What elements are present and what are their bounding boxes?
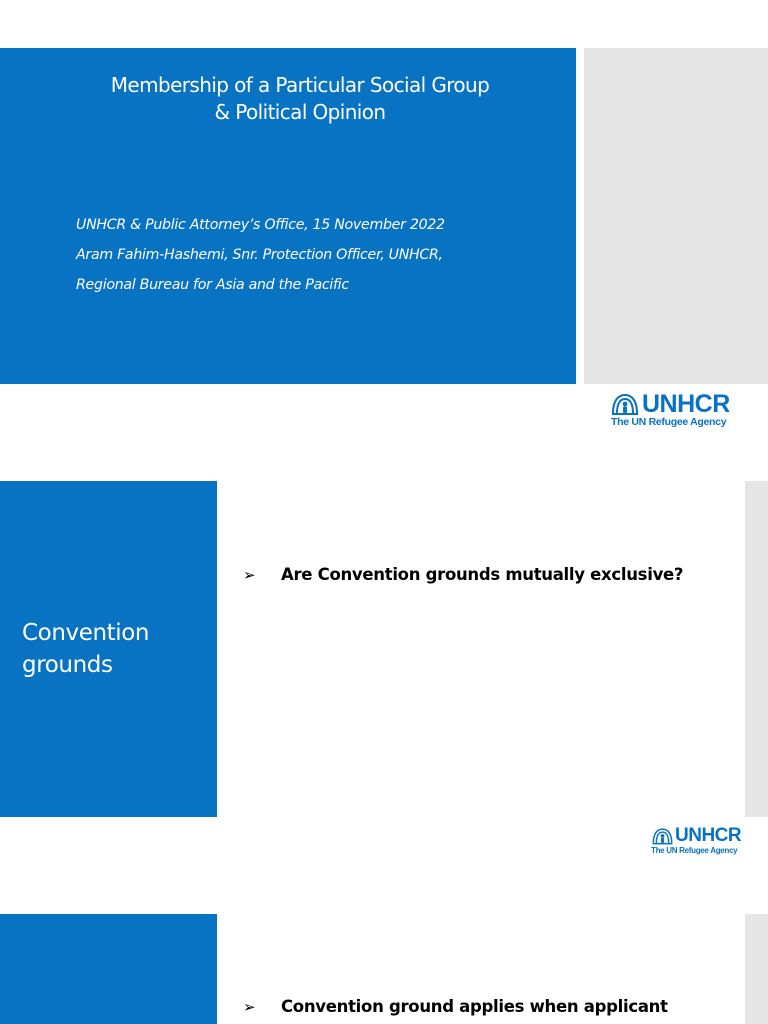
unhcr-emblem-icon [651, 826, 674, 846]
bullet-item [243, 564, 733, 586]
bullet-text: Are Convention grounds mutually exclusive? [281, 565, 684, 584]
title-slide-heading [30, 72, 570, 126]
unhcr-logo-small [651, 826, 741, 855]
arrowhead-bullet-icon: ➢ [243, 998, 256, 1016]
bullet-text: Convention ground applies when applicant [281, 997, 668, 1016]
subtitle-line-3: Regional Bureau for Asia and the Pacific [76, 277, 349, 293]
section-slide-heading [22, 617, 212, 681]
subtitle-line-1: UNHCR & Public Attorney’s Office, 15 November 2022 [76, 217, 445, 233]
title-slide-gray-panel [584, 48, 768, 384]
arrowhead-bullet-icon: ➢ [243, 566, 256, 584]
subtitle-line-2: Aram Fahim-Hashemi, Snr. Protection Officer, UNHCR, [76, 247, 443, 263]
title-line-1: Membership of a Particular Social Group [110, 73, 490, 97]
next-slide-blue-panel [0, 914, 217, 1024]
logo-tagline: The UN Refugee Agency [611, 416, 727, 428]
logo-name: UNHCR [642, 390, 730, 418]
section-slide-gray-strip [745, 481, 768, 817]
title-slide-subtitle [76, 210, 566, 300]
title-line-2: & Political Opinion [214, 100, 386, 124]
unhcr-emblem-icon [610, 391, 640, 417]
logo-name: UNHCR [675, 825, 742, 846]
section-title-line-1: Convention [22, 620, 150, 646]
bullet-item [243, 996, 743, 1018]
unhcr-logo [610, 391, 730, 428]
logo-tagline: The UN Refugee Agency [651, 846, 738, 855]
next-slide-gray-strip [745, 914, 768, 1024]
section-title-line-2: grounds [22, 652, 113, 678]
